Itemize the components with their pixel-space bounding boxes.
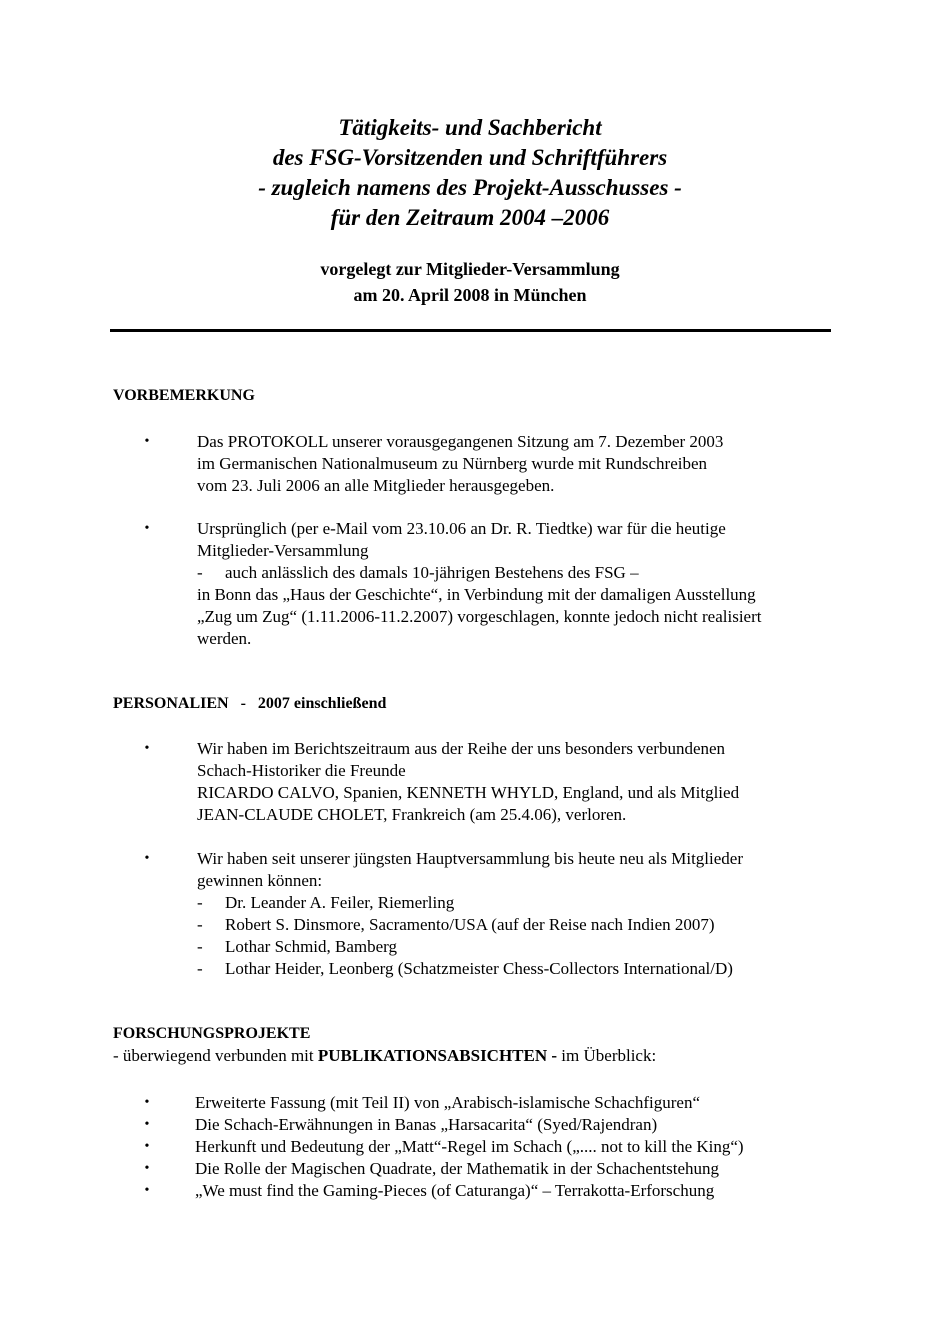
- paragraph-line: vom 23. Juli 2006 an alle Mitglieder herausgegeben.: [197, 476, 555, 495]
- bullet-icon: •: [144, 521, 150, 536]
- paragraph-line: gewinnen können:: [197, 871, 323, 890]
- paragraph-line: JEAN-CLAUDE CHOLET, Frankreich (am 25.4.06), verloren.: [197, 805, 627, 824]
- list-item: Die Schach-Erwähnungen in Banas „Harsacarita“ (Syed/Rajendran): [195, 1115, 658, 1134]
- list-item: Erweiterte Fassung (mit Teil II) von „Arabisch-islamische Schachfiguren“: [195, 1093, 701, 1112]
- paragraph-line: RICARDO CALVO, Spanien, KENNETH WHYLD, England, und als Mitglied: [197, 783, 740, 802]
- member-name: Lothar Heider, Leonberg (Schatzmeister Chess-Collectors International/D): [225, 959, 733, 978]
- list-item: Die Rolle der Magischen Quadrate, der Mathematik in der Schachentstehung: [195, 1159, 719, 1178]
- member-entry: [197, 936, 743, 958]
- intro-suffix: im Überblick:: [557, 1046, 657, 1065]
- section-intro: [113, 1045, 656, 1067]
- list-item: [197, 518, 761, 650]
- list-item: Herkunft und Bedeutung der „Matt“-Regel im Schach („.... not to kill the King“): [195, 1137, 744, 1156]
- member-name: Robert S. Dinsmore, Sacramento/USA (auf der Reise nach Indien 2007): [225, 915, 715, 934]
- bullet-icon: •: [144, 1183, 150, 1198]
- member-entry: [197, 892, 743, 914]
- subtitle-line: vorgelegt zur Mitglieder-Versammlung: [320, 259, 620, 279]
- paragraph-line: [197, 562, 761, 584]
- section-heading-vorbemerkung: VORBEMERKUNG: [113, 387, 255, 404]
- title-line: des FSG-Vorsitzenden und Schriftführers: [272, 145, 668, 170]
- subtitle-line: am 20. April 2008 in München: [353, 285, 587, 305]
- paragraph-line: Schach-Historiker die Freunde: [197, 761, 406, 780]
- heading-sub: 2007 einschließend: [257, 695, 387, 712]
- list-item: [197, 738, 739, 826]
- paragraph-text: auch anlässlich des damals 10-jährigen Bestehens des FSG –: [225, 563, 639, 582]
- member-entry: [197, 914, 743, 936]
- dash-marker: -: [197, 937, 203, 956]
- paragraph-line: in Bonn das „Haus der Geschichte“, in Verbindung mit der damaligen Ausstellung: [197, 585, 756, 604]
- section-heading-forschungsprojekte: FORSCHUNGSPROJEKTE: [113, 1025, 311, 1042]
- bullet-icon: •: [144, 851, 150, 866]
- bullet-icon: •: [144, 1095, 150, 1110]
- member-name: Dr. Leander A. Feiler, Riemerling: [225, 893, 455, 912]
- list-item: [197, 848, 743, 980]
- member-entry: [197, 958, 743, 980]
- title-line: für den Zeitraum 2004 –2006: [330, 205, 610, 230]
- document-title: [0, 113, 940, 233]
- heading-separator: -: [240, 695, 246, 712]
- bullet-icon: •: [144, 1161, 150, 1176]
- paragraph-line: Wir haben im Berichtszeitraum aus der Reihe der uns besonders verbundenen: [197, 739, 726, 758]
- title-line: Tätigkeits- und Sachbericht: [338, 115, 602, 140]
- paragraph-line: Ursprünglich (per e-Mail vom 23.10.06 an Dr. R. Tiedtke) war für die heutige: [197, 519, 726, 538]
- heading-main: PERSONALIEN: [113, 695, 229, 712]
- paragraph-line: Mitglieder-Versammlung: [197, 541, 369, 560]
- paragraph-line: werden.: [197, 629, 252, 648]
- intro-bold: PUBLIKATIONSABSICHTEN -: [317, 1046, 558, 1065]
- list-item: [197, 431, 723, 497]
- horizontal-rule: [110, 329, 831, 332]
- member-name: Lothar Schmid, Bamberg: [225, 937, 398, 956]
- paragraph-line: Wir haben seit unserer jüngsten Hauptversammlung bis heute neu als Mitglieder: [197, 849, 744, 868]
- dash-marker: -: [197, 563, 203, 582]
- paragraph-line: im Germanischen Nationalmuseum zu Nürnberg wurde mit Rundschreiben: [197, 454, 708, 473]
- section-heading-personalien: [113, 693, 386, 715]
- intro-prefix: - überwiegend verbunden mit: [113, 1046, 318, 1065]
- title-line: - zugleich namens des Projekt-Ausschusses -: [258, 175, 682, 200]
- dash-marker: -: [197, 915, 203, 934]
- dash-marker: -: [197, 959, 203, 978]
- document-subtitle: [0, 256, 940, 308]
- list-item: „We must find the Gaming-Pieces (of Caturanga)“ – Terrakotta-Erforschung: [195, 1181, 715, 1200]
- dash-marker: -: [197, 893, 203, 912]
- project-list: [195, 1092, 744, 1202]
- bullet-icon: •: [144, 434, 150, 449]
- bullet-icon: •: [144, 741, 150, 756]
- paragraph-line: „Zug um Zug“ (1.11.2006-11.2.2007) vorgeschlagen, konnte jedoch nicht realisiert: [197, 607, 762, 626]
- paragraph-line: Das PROTOKOLL unserer vorausgegangenen Sitzung am 7. Dezember 2003: [197, 432, 724, 451]
- bullet-icon: •: [144, 1117, 150, 1132]
- bullet-icon: •: [144, 1139, 150, 1154]
